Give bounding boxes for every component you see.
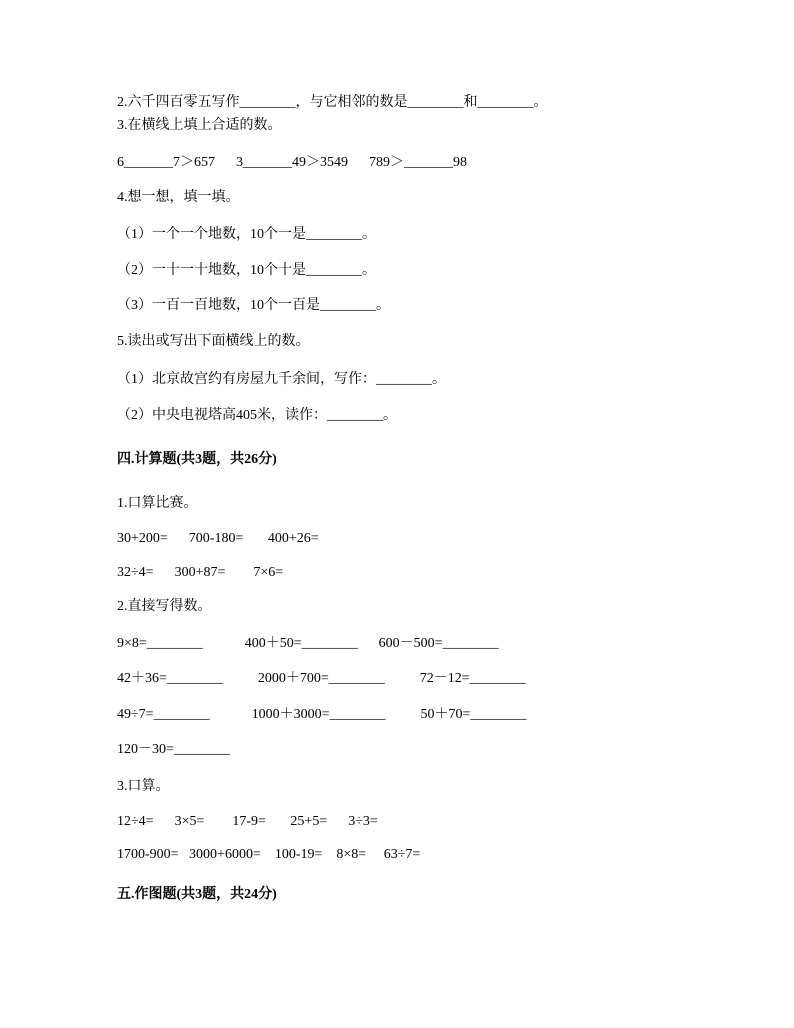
calc-1-row-1: 30+200= 700-180= 400+26= <box>117 531 319 546</box>
calc-1-title: 1.口算比赛。 <box>117 496 198 511</box>
question-4-item-1: （1）一个一个地数，10个一是________。 <box>117 227 376 242</box>
calc-3-row-1: 12÷4= 3×5= 17-9= 25+5= 3÷3= <box>117 814 378 829</box>
calc-1-row-2: 32÷4= 300+87= 7×6= <box>117 565 284 580</box>
question-5-item-2: （2）中央电视塔高405米，读作：________。 <box>117 408 397 423</box>
calc-2-title: 2.直接写得数。 <box>117 599 212 614</box>
question-3-items: 6_______7＞657 3_______49＞3549 789＞_______98 <box>117 155 467 170</box>
calc-2-row-3: 49÷7=________ 1000＋3000=________ 50＋70=________ <box>117 707 527 722</box>
calc-3-row-2: 1700-900= 3000+6000= 100-19= 8×8= 63÷7= <box>117 847 421 862</box>
question-4-item-3: （3）一百一百地数，10个一百是________。 <box>117 298 390 313</box>
calc-2-row-2: 42＋36=________ 2000＋700=________ 72－12=________ <box>117 671 526 686</box>
question-5-item-1: （1）北京故宫约有房屋九千余间，写作：________。 <box>117 372 446 387</box>
section-4-heading: 四.计算题(共3题，共26分) <box>117 452 277 467</box>
calc-2-row-4: 120－30=________ <box>117 742 230 757</box>
question-4-title: 4.想一想，填一填。 <box>117 190 240 205</box>
calc-3-title: 3.口算。 <box>117 779 170 794</box>
question-4-item-2: （2）一十一十地数，10个十是________。 <box>117 263 376 278</box>
question-5-title: 5.读出或写出下面横线上的数。 <box>117 334 310 349</box>
question-2-text: 2.六千四百零五写作________，与它相邻的数是________和________。 <box>117 95 548 110</box>
calc-2-row-1: 9×8=________ 400＋50=________ 600－500=________ <box>117 636 499 651</box>
section-5-heading: 五.作图题(共3题，共24分) <box>117 887 277 902</box>
question-3-title: 3.在横线上填上合适的数。 <box>117 118 282 133</box>
